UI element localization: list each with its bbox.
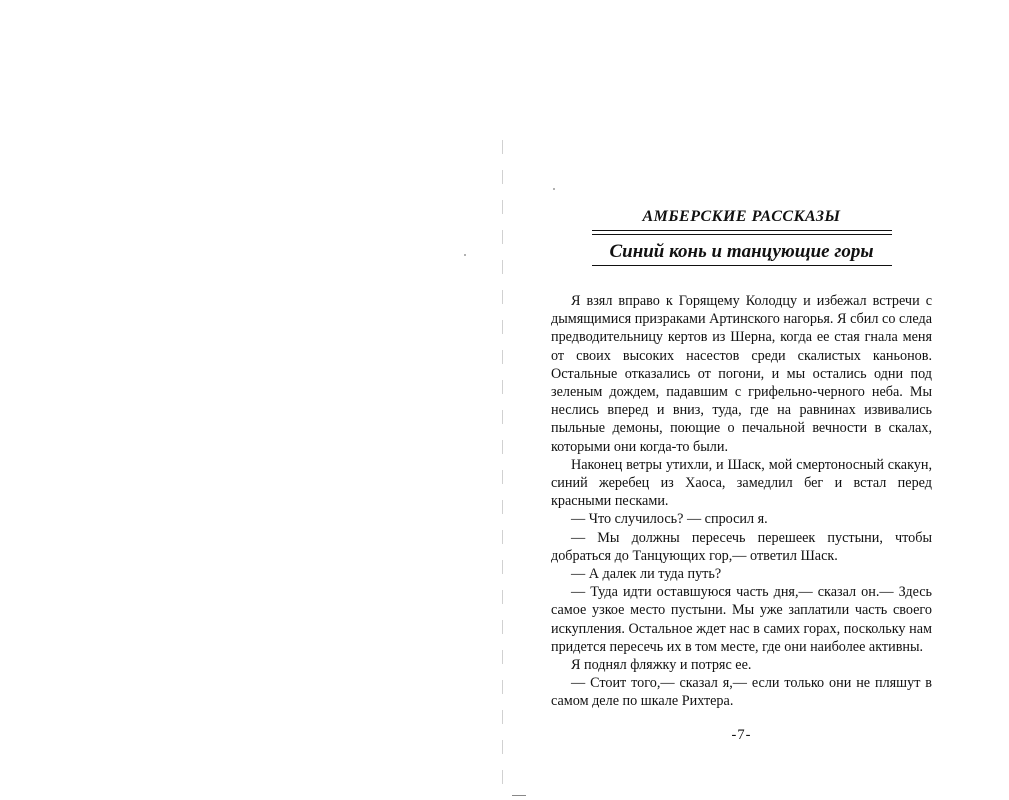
- paragraph: — А далек ли туда путь?: [571, 566, 722, 583]
- paragraph: — Стоит того,— сказал я,— если только они не пляшут в самом деле по шкале Рихтера.: [551, 675, 932, 710]
- scan-speck: [553, 188, 555, 190]
- paragraph: Я взял вправо к Горящему Колодцу и избежал встречи с дымящимися призраками Артинского нагорья. Я сбил со следа предводительницу кертов из Шерна, когда ее стая гнала меня от своих высоких насестов среди скалистых каньонов. Остальные отказались от погони, и мы остались одни под зеленым дождем, падавшим с грифельно-черного неба. Мы неслись вперед и вниз, туда, где на равнинах извивались пыльные демоны, поющие о печальной вечности в скалах, которыми они когда-то были.: [551, 293, 932, 455]
- double-rule: [592, 230, 892, 235]
- scan-mark: [512, 795, 526, 796]
- running-head: АМБЕРСКИЕ РАССКАЗЫ: [642, 208, 841, 225]
- paragraph: — Туда идти оставшуюся часть дня,— сказал он.— Здесь самое узкое место пустыни. Мы уже заплатили часть своего искупления. Остальное ждет нас в самих горах, поскольку нам придется пересечь их в том месте, где они наиболее активны.: [551, 584, 932, 655]
- page-gutter: [502, 140, 503, 790]
- story-title: Синий конь и танцующие горы: [609, 241, 874, 262]
- right-page: [551, 208, 932, 744]
- body-text: [551, 292, 932, 711]
- paragraph: — Мы должны пересечь перешеек пустыни, чтобы добраться до Танцующих гор,— ответил Шаск.: [551, 529, 932, 564]
- page-number: -7-: [731, 726, 752, 743]
- paragraph: — Что случилось? — спросил я.: [571, 511, 768, 528]
- scan-speck: [464, 254, 466, 256]
- paragraph: Я поднял фляжку и потряс ее.: [571, 657, 752, 674]
- paragraph: Наконец ветры утихли, и Шаск, мой смертоносный скакун, синий жеребец из Хаоса, замедлил бег и встал перед красными песками.: [551, 456, 932, 510]
- title-rule: [592, 265, 892, 266]
